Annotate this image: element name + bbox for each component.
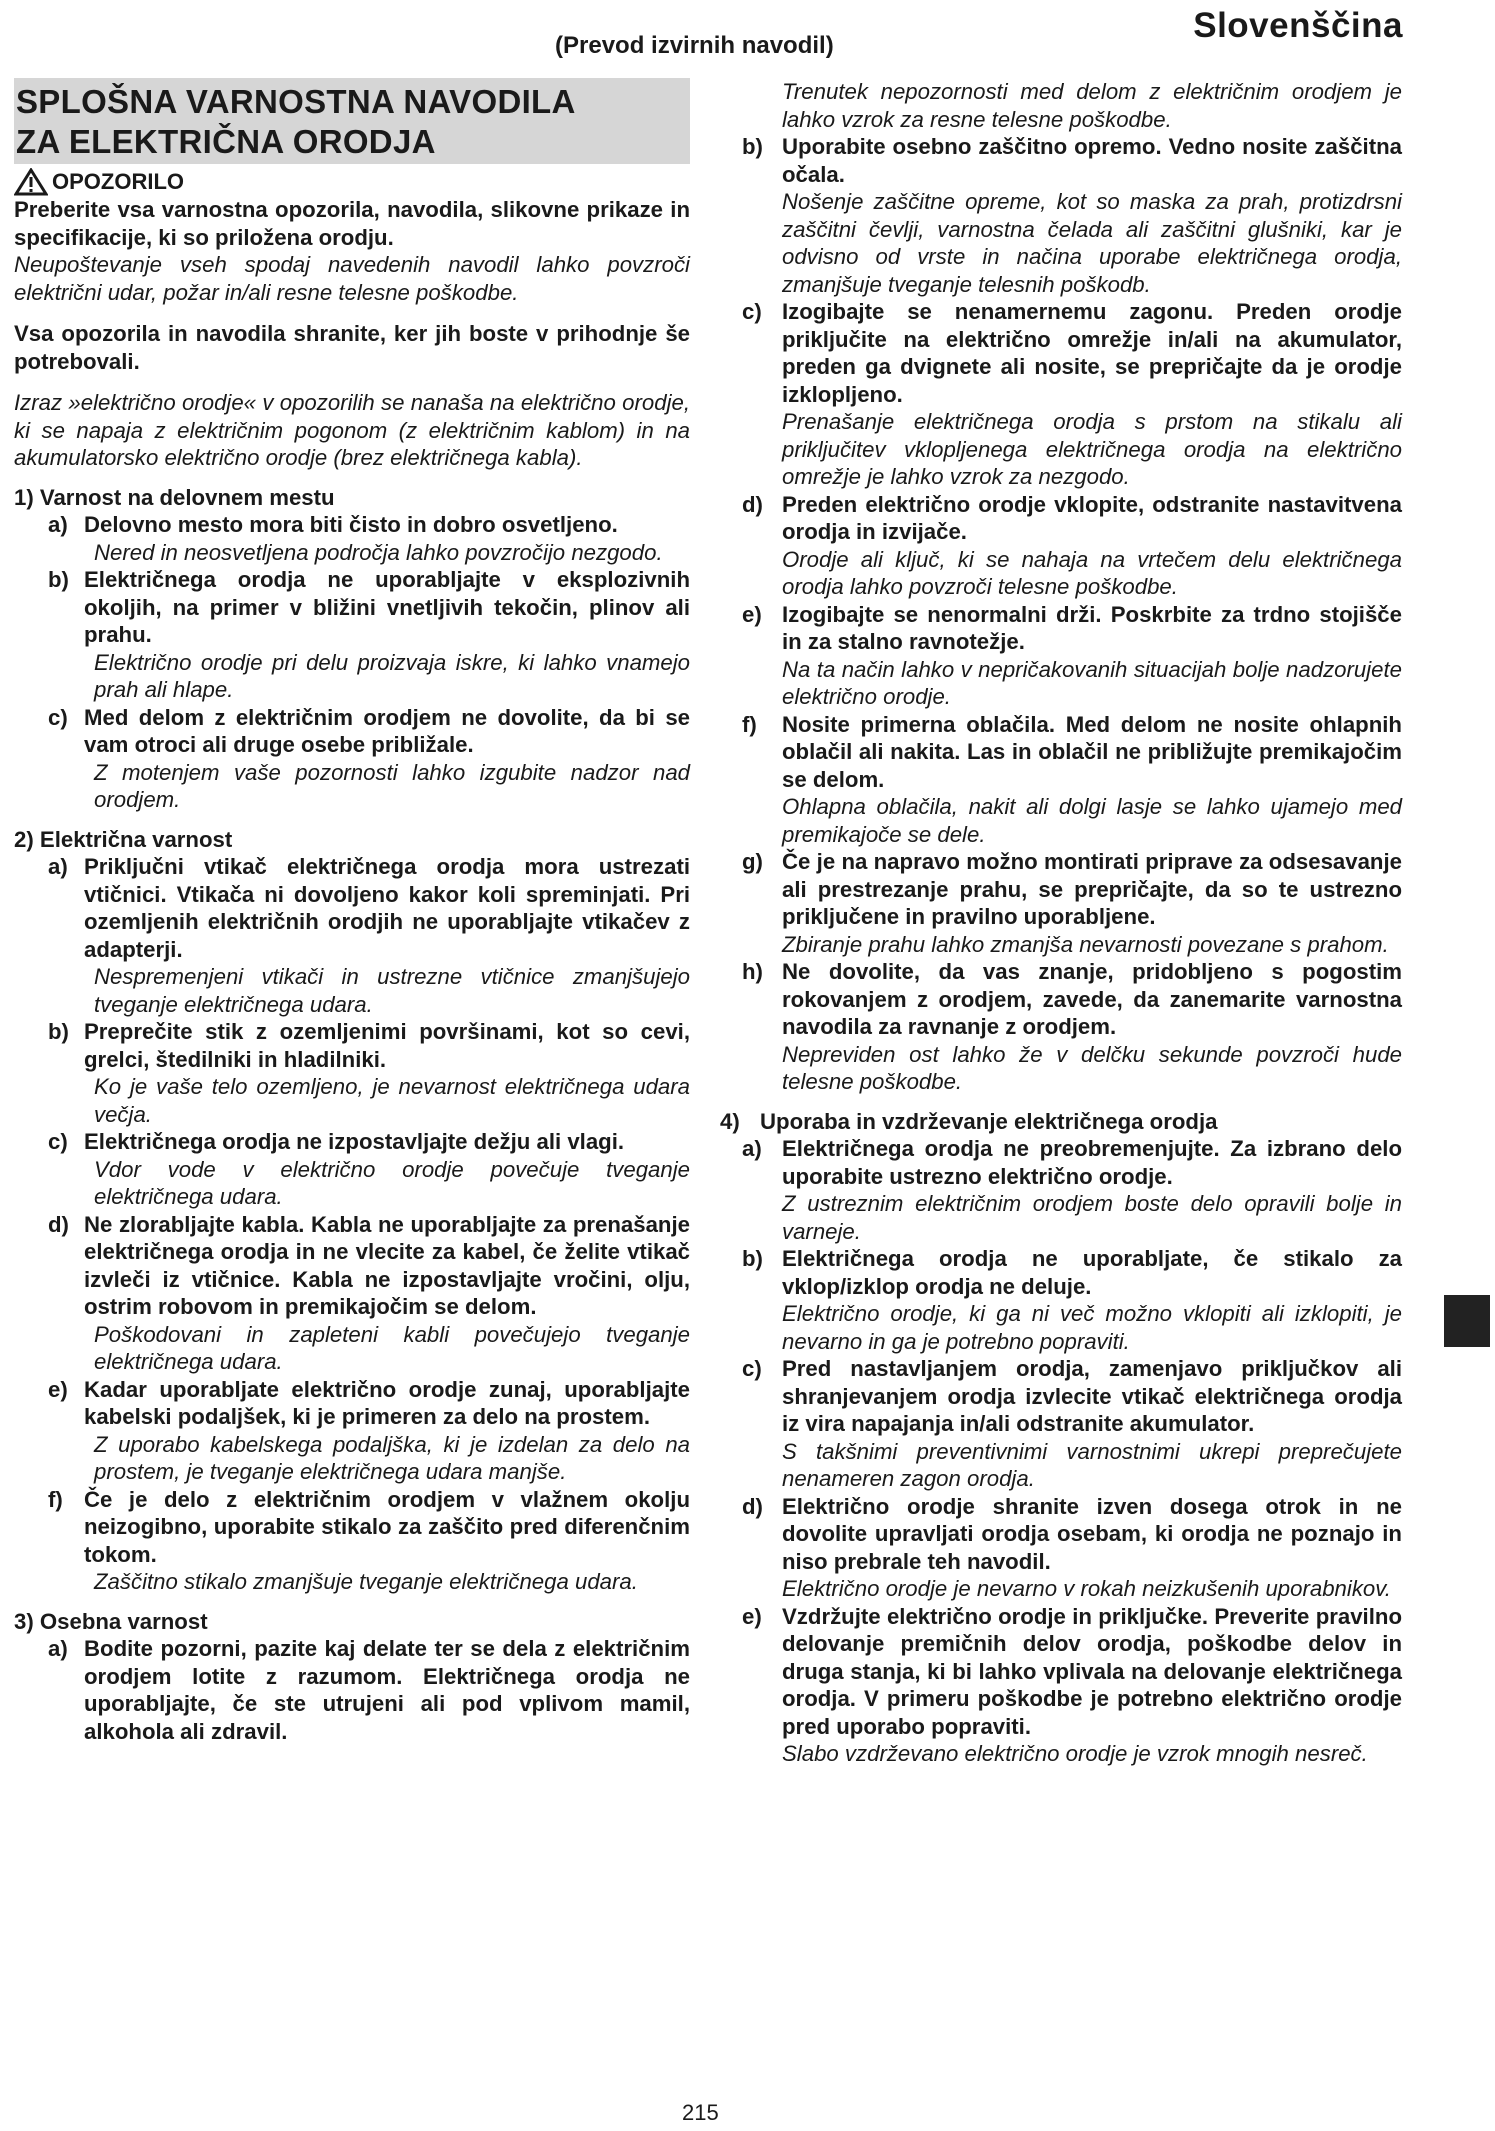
item-text: Vzdržujte električno orodje in priključke. Preverite pravilno delovanje premičnih delov orodja, poškodbe delov in druga stanja, ki bi lahko vplivala na delovanje električnega orodja. V primeru poškodbe je potrebno električno orodje pred uporabo popraviti. bbox=[782, 1603, 1402, 1739]
item-label: g) bbox=[742, 849, 763, 874]
item-label: h) bbox=[742, 959, 763, 984]
list-item bbox=[742, 1355, 1402, 1438]
section-4-title bbox=[720, 1108, 1402, 1136]
item-note: Ohlapna oblačila, nakit ali dolgi lasje se lahko ujamejo med premikajoče se dele. bbox=[782, 794, 1402, 847]
warning-italic-text: Neupoštevanje vseh spodaj navedenih navodil lahko povzroči električni udar, požar in/ali resne telesne poškodbe. bbox=[14, 252, 690, 305]
item-text: Električnega orodja ne uporabljate, če stikalo za vklop/izklop orodja ne deluje. bbox=[782, 1246, 1402, 1299]
item-note: Poškodovani in zapleteni kabli povečujejo tveganje električnega udara. bbox=[94, 1321, 690, 1374]
item-note: Z ustreznim električnim orodjem boste delo opravili bolje in varneje. bbox=[782, 1191, 1402, 1244]
list-item bbox=[14, 511, 690, 539]
item-text: Nosite primerna oblačila. Med delom ne nosite ohlapnih oblačil ali nakita. Las in oblačil ne približujte premikajočim se delom. bbox=[782, 711, 1402, 792]
item-note: Orodje ali ključ, ki se nahaja na vrtečem delu električnega orodja lahko povzroči telesne poškodbe. bbox=[782, 546, 1402, 599]
language-tab-marker bbox=[1444, 1295, 1490, 1347]
list-item bbox=[14, 566, 690, 649]
item-note: Električno orodje, ki ga ni več možno vklopiti ali izklopiti, je nevarno in ga je potrebno popraviti. bbox=[782, 1301, 1402, 1354]
list-item bbox=[742, 848, 1402, 931]
item-note: S takšnimi preventivnimi varnostnimi ukrepi preprečujete nenameren zagon orodja. bbox=[782, 1438, 1402, 1491]
item-label: e) bbox=[742, 601, 762, 627]
item-label: b) bbox=[742, 134, 763, 159]
title-box bbox=[14, 78, 690, 164]
item-text: Električnega orodja ne uporabljajte v eksplozivnih okoljih, na primer v bližini vnetljivih tekočin, plinov ali prahu. bbox=[84, 567, 690, 647]
item-note: Električno orodje pri delu proizvaja iskre, ki lahko vnamejo prah ali hlape. bbox=[94, 649, 690, 702]
definition-text: Izraz »električno orodje« v opozorilih se nanaša na električno orodje, ki se napaja z električnim pogonom (z električnim kablom) in na akumulatorsko električno orodje (brez električnega kabla). bbox=[14, 390, 690, 470]
continuation-note: Trenutek nepozornosti med delom z električnim orodjem je lahko vzrok za resne telesne poškodbe. bbox=[782, 79, 1402, 132]
item-label: c) bbox=[742, 299, 762, 324]
item-text: Med delom z električnim orodjem ne dovolite, da bi se vam otroci ali druge osebe približale. bbox=[84, 704, 690, 757]
item-label: b) bbox=[742, 1246, 763, 1271]
item-label: c) bbox=[48, 704, 68, 730]
item-note: Nošenje zaščitne opreme, kot so maska za prah, protizdrsni zaščitni čevlji, varnostna čelada ali zaščitni glušniki, kar je odvisno od vrste in načina uporabe električnega orodja, zmanjšuje tveganje telesnih poškodb. bbox=[782, 189, 1402, 297]
item-note: Ko je vaše telo ozemljeno, je nevarnost električnega udara večja. bbox=[94, 1074, 690, 1127]
page-number: 215 bbox=[682, 2100, 719, 2125]
item-note: Z motenjem vaše pozornosti lahko izgubite nadzor nad orodjem. bbox=[94, 759, 690, 812]
item-label: d) bbox=[742, 1493, 763, 1519]
list-item bbox=[14, 1211, 690, 1321]
item-label: a) bbox=[48, 854, 68, 879]
item-text: Pred nastavljanjem orodja, zamenjavo priključkov ali shranjevanjem orodja izvlecite vtikač električnega orodja iz vira napajanja in/ali odstranite akumulator. bbox=[782, 1356, 1402, 1436]
list-item bbox=[742, 133, 1402, 188]
item-text: Priključni vtikač električnega orodja mora ustrezati vtičnici. Vtikača ni dovoljeno kakor koli spreminjati. Pri ozemljenih električnih orodjih ne uporabljajte vtikačev z adapterji. bbox=[84, 854, 690, 962]
item-note: Nered in neosvetljena področja lahko povzročijo nezgodo. bbox=[94, 539, 663, 565]
warning-triangle-icon bbox=[14, 168, 48, 196]
item-text: Ne dovolite, da vas znanje, pridobljeno s pogostim rokovanjem z orodjem, zavede, da zanemarite varnostna navodila za ravnanje z orodjem. bbox=[782, 959, 1402, 1039]
warning-heading bbox=[14, 168, 690, 196]
item-text: Ne zlorabljajte kabla. Kabla ne uporabljajte za prenašanje električnega orodja in ne vlecite za kabel, če želite vtikač izvleči iz vtičnice. Kabla ne izpostavljajte vročini, olju, ostrim robovom in premikajočim se delom. bbox=[84, 1211, 690, 1319]
item-text: Preden električno orodje vklopite, odstranite nastavitvena orodja in izvijače. bbox=[782, 491, 1402, 544]
item-note: Prenašanje električnega orodja s prstom na stikalu ali priključitev vklopljenega električnega orodja na električno omrežje je lahko vzrok za nezgodo. bbox=[782, 409, 1402, 489]
list-item bbox=[742, 601, 1402, 656]
item-note: Zaščitno stikalo zmanjšuje tveganje električnega udara. bbox=[94, 1569, 638, 1594]
section-3-title: 3) Osebna varnost bbox=[14, 1608, 208, 1634]
language-heading: Slovenščina bbox=[1193, 6, 1403, 45]
section-1-title: 1) Varnost na delovnem mestu bbox=[14, 484, 335, 510]
section-2-title: 2) Električna varnost bbox=[14, 826, 233, 852]
item-text: Preprečite stik z ozemljenimi površinami, kot so cevi, grelci, štedilniki in hladilniki. bbox=[84, 1019, 690, 1072]
item-label: e) bbox=[48, 1376, 68, 1402]
list-item bbox=[14, 853, 690, 963]
warning-bold-text: Preberite vsa varnostna opozorila, navodila, slikovne prikaze in specifikacije, ki so priložena orodju. bbox=[14, 197, 690, 250]
left-column bbox=[14, 78, 690, 1745]
list-item bbox=[14, 1635, 690, 1745]
section-4-label: Uporaba in vzdrževanje električnega orodja bbox=[760, 1108, 1218, 1134]
item-label: d) bbox=[48, 1211, 69, 1237]
item-label: f) bbox=[742, 711, 757, 737]
item-label: a) bbox=[742, 1136, 762, 1161]
list-item bbox=[742, 1493, 1402, 1576]
list-item bbox=[742, 958, 1402, 1041]
list-item bbox=[742, 1245, 1402, 1300]
item-label: c) bbox=[48, 1129, 68, 1154]
item-label: b) bbox=[48, 567, 69, 592]
title-line-1: SPLOŠNA VARNOSTNA NAVODILA bbox=[16, 83, 576, 120]
item-note: Nespremenjeni vtikači in ustrezne vtičnice zmanjšujejo tveganje električnega udara. bbox=[94, 964, 690, 1017]
list-item bbox=[14, 1018, 690, 1073]
item-text: Električnega orodja ne izpostavljajte dežju ali vlagi. bbox=[84, 1129, 625, 1154]
item-text: Če je delo z električnim orodjem v vlažnem okolju neizogibno, uporabite stikalo za zaščito pred diferenčnim tokom. bbox=[84, 1486, 690, 1567]
item-note: Z uporabo kabelskega podaljška, ki je izdelan za delo na prostem, je tveganje električnega udara manjše. bbox=[94, 1431, 690, 1484]
item-label: c) bbox=[742, 1356, 762, 1381]
item-text: Električno orodje shranite izven dosega otrok in ne dovolite upravljati orodja osebam, ki orodja ne poznajo in niso prebrale teh navodil. bbox=[782, 1493, 1402, 1574]
item-note: Nepreviden ost lahko že v delčku sekunde povzroči hude telesne poškodbe. bbox=[782, 1041, 1402, 1094]
item-note: Slabo vzdrževano električno orodje je vzrok mnogih nesreč. bbox=[782, 1741, 1368, 1766]
list-item bbox=[742, 298, 1402, 408]
item-text: Izogibajte se nenamernemu zagonu. Preden orodje priključite na električno omrežje in/ali na akumulator, preden ga dvignete ali nosite, se prepričajte da je orodje izklopljeno. bbox=[782, 299, 1402, 407]
item-note: Zbiranje prahu lahko zmanjša nevarnosti povezane s prahom. bbox=[782, 931, 1389, 957]
list-item bbox=[14, 1486, 690, 1569]
item-label: f) bbox=[48, 1486, 63, 1512]
keep-instructions: Vsa opozorila in navodila shranite, ker jih boste v prihodnje še potrebovali. bbox=[14, 321, 690, 374]
item-label: a) bbox=[48, 512, 68, 537]
item-text: Delovno mesto mora biti čisto in dobro osvetljeno. bbox=[84, 512, 618, 537]
item-text: Uporabite osebno zaščitno opremo. Vedno nosite zaščitna očala. bbox=[782, 134, 1402, 187]
list-item bbox=[14, 1128, 690, 1156]
translation-subtitle: (Prevod izvirnih navodil) bbox=[555, 32, 834, 59]
item-note: Električno orodje je nevarno v rokah neizkušenih uporabnikov. bbox=[782, 1576, 1391, 1601]
right-column bbox=[720, 78, 1402, 1768]
item-text: Električnega orodja ne preobremenjujte. Za izbrano delo uporabite ustrezno električno orodje. bbox=[782, 1136, 1402, 1189]
warning-label: OPOZORILO bbox=[52, 169, 184, 195]
list-item bbox=[14, 704, 690, 759]
item-label: b) bbox=[48, 1019, 69, 1044]
item-note: Vdor vode v električno orodje povečuje tveganje električnega udara. bbox=[94, 1156, 690, 1209]
item-text: Če je na napravo možno montirati priprave za odsesavanje ali prestrezanje prahu, se prepričajte, da so te ustrezno priključene in pravilno uporabljene. bbox=[782, 849, 1402, 929]
list-item bbox=[14, 1376, 690, 1431]
section-4-number: 4) bbox=[720, 1108, 740, 1134]
item-label: d) bbox=[742, 491, 763, 517]
list-item bbox=[742, 1603, 1402, 1741]
item-label: e) bbox=[742, 1603, 762, 1629]
item-text: Izogibajte se nenormalni drži. Poskrbite za trdno stojišče in za stalno ravnotežje. bbox=[782, 601, 1402, 654]
item-note: Na ta način lahko v nepričakovanih situacijah bolje nadzorujete električno orodje. bbox=[782, 656, 1402, 709]
item-text: Kadar uporabljate električno orodje zunaj, uporabljajte kabelski podaljšek, ki je primeren za delo na prostem. bbox=[84, 1376, 690, 1429]
list-item bbox=[742, 491, 1402, 546]
list-item bbox=[742, 1135, 1402, 1190]
item-label: a) bbox=[48, 1636, 68, 1661]
title-line-2: ZA ELEKTRIČNA ORODJA bbox=[16, 123, 436, 160]
list-item bbox=[742, 711, 1402, 794]
item-text: Bodite pozorni, pazite kaj delate ter se dela z električnim orodjem lotite z razumom. Električnega orodja ne uporabljajte, če ste utrujeni ali pod vplivom mamil, alkohola ali zdravil. bbox=[84, 1636, 690, 1744]
